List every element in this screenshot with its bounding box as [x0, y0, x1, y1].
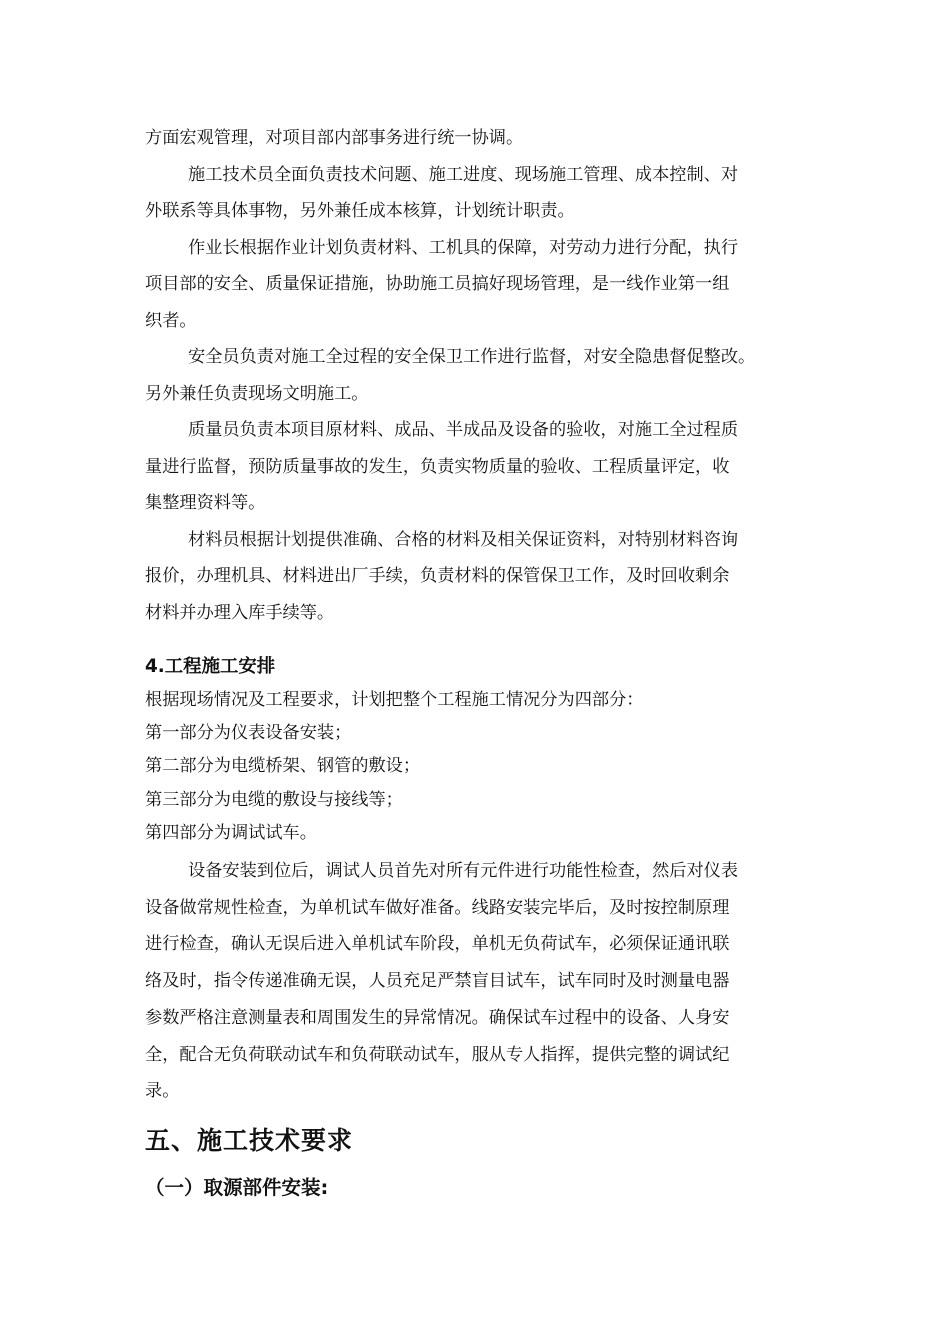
text-line: 材料并办理入库手续等。 [145, 602, 335, 623]
text-line: 录。 [145, 1081, 180, 1102]
section-4 [145, 650, 820, 1110]
text-line: 方面宏观管理，对项目部内部事务进行统一协调。 [145, 128, 524, 148]
text-line: 外联系等具体事物，另外兼任成本核算，计划统计职责。 [145, 201, 575, 221]
text-line: 参数严格注意测量表和周围发生的异常情况。确保试车过程中的设备、人身安 [145, 1007, 730, 1028]
list-item: 第一部分为仪表设备安装； [145, 723, 352, 744]
text-line: 络及时，指令传递准确无误，人员充足严禁盲目试车，试车同时及时测量电器 [145, 971, 730, 992]
text-line: 材料员根据计划提供准确、合格的材料及相关保证资料，对特别材料咨询 [188, 529, 739, 550]
text-line: 设备做常规性检查，为单机试车做好准备。线路安装完毕后，及时按控制原理 [145, 897, 730, 918]
text-line: 进行检查，确认无误后进入单机试车阶段，单机无负荷试车，必须保证通讯联 [145, 934, 730, 955]
list-item: 第三部分为电缆的敷设与接线等； [145, 789, 403, 810]
text-line: 施工技术员全面负责技术问题、施工进度、现场施工管理、成本控制、对 [188, 164, 739, 185]
paragraph-management [145, 120, 820, 157]
text-line: 质量员负责本项目原材料、成品、半成品及设备的验收，对施工全过程质 [188, 420, 739, 440]
text-line: 集整理资料等。 [145, 493, 266, 513]
section-4-list [145, 684, 820, 850]
section-5-heading: 五、施工技术要求 [145, 1125, 354, 1155]
text-line: 报价，办理机具、材料进出厂手续，负责材料的保管保卫工作，及时回收剩余 [145, 566, 730, 586]
paragraph-safety-officer [145, 339, 820, 412]
text-line: 安全员负责对施工全过程的安全保卫工作进行监督，对安全隐患督促整改。 [188, 347, 756, 367]
text-line: 量进行监督，预防质量事故的发生，负责实物质量的验收、工程质量评定，收 [145, 456, 730, 477]
text-line: 项目部的安全、质量保证措施，协助施工员搞好现场管理，是一线作业第一组 [145, 274, 730, 294]
section-4-heading: 4.工程施工安排 [145, 656, 276, 677]
text-line: 另外兼任负责现场文明施工。 [145, 383, 369, 404]
paragraph-technician [145, 157, 820, 230]
text-line: 全，配合无负荷联动试车和负荷联动试车，服从专人指挥，提供完整的调试纪 [145, 1044, 730, 1065]
list-item: 第四部分为调试试车。 [145, 822, 317, 843]
paragraph-materials-officer [145, 522, 820, 632]
text-line: 设备安装到位后，调试人员首先对所有元件进行功能性检查，然后对仪表 [188, 861, 739, 882]
paragraph-foreman [145, 230, 820, 340]
document-content [145, 120, 820, 1205]
section-4-paragraph [145, 853, 820, 1110]
paragraph-quality-officer [145, 412, 820, 522]
text-line: 作业长根据作业计划负责材料、工机具的保障，对劳动力进行分配，执行 [188, 237, 739, 258]
list-item: 第二部分为电缆桥架、钢管的敷设； [145, 756, 421, 777]
subsection-1-heading: （一）取源部件安装: [145, 1175, 329, 1199]
text-line: 织者。 [145, 310, 197, 331]
list-item: 根据现场情况及工程要求，计划把整个工程施工情况分为四部分： [145, 690, 644, 710]
